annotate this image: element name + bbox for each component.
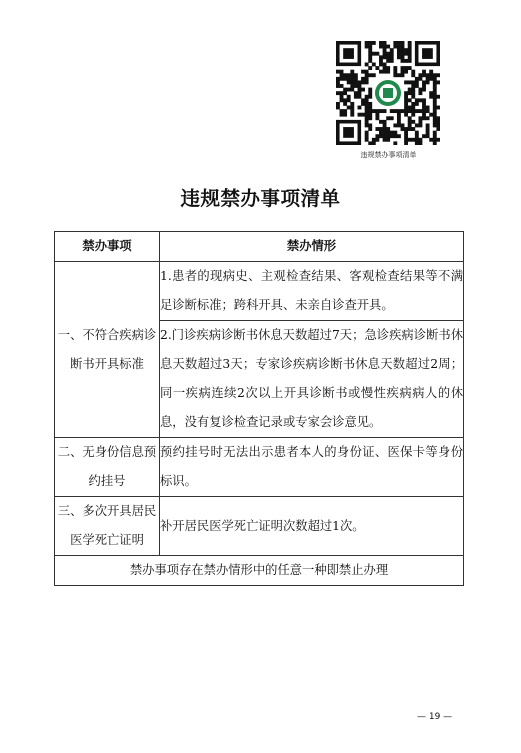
table-row: [55, 438, 464, 497]
qr-code-block: [333, 41, 444, 160]
item-cell: 三、多次开具居民医学死亡证明: [55, 497, 160, 556]
condition-cell: 1.患者的现病史、主观检查结果、客观检查结果等不满足诊断标准；跨科开具、未亲自诊查开具。: [160, 262, 464, 321]
table-row: [55, 497, 464, 556]
condition-cell: 预约挂号时无法出示患者本人的身份证、医保卡等身份标识。: [160, 438, 464, 497]
qr-code-icon: [336, 41, 440, 145]
table-footer-note: 禁办事项存在禁办情形中的任意一种即禁止办理: [55, 556, 464, 586]
table-row: [55, 262, 464, 321]
document-title: 违规禁办事项清单: [180, 187, 341, 210]
condition-cell: 补开居民医学死亡证明次数超过1次。: [160, 497, 464, 556]
item-cell: 二、无身份信息预约挂号: [55, 438, 160, 497]
item-cell: 一、不符合疾病诊断书开具标准: [55, 262, 160, 438]
table-footer-row: [55, 556, 464, 586]
header-condition: 禁办情形: [160, 232, 464, 262]
qr-caption: 违规禁办事项清单: [360, 151, 417, 159]
table-header-row: [55, 232, 464, 262]
page-number: — 19 —: [417, 712, 453, 722]
header-item: 禁办事项: [55, 232, 160, 262]
condition-cell: 2.门诊疾病诊断书休息天数超过7天；急诊疾病诊断书休息天数超过3天；专家诊疾病诊断书休息天数超过2周；同一疾病连续2次以上开具诊断书或慢性疾病病人的休息，没有复诊检查记录或专家会诊意见。: [160, 321, 464, 438]
prohibited-items-table: [54, 231, 464, 586]
